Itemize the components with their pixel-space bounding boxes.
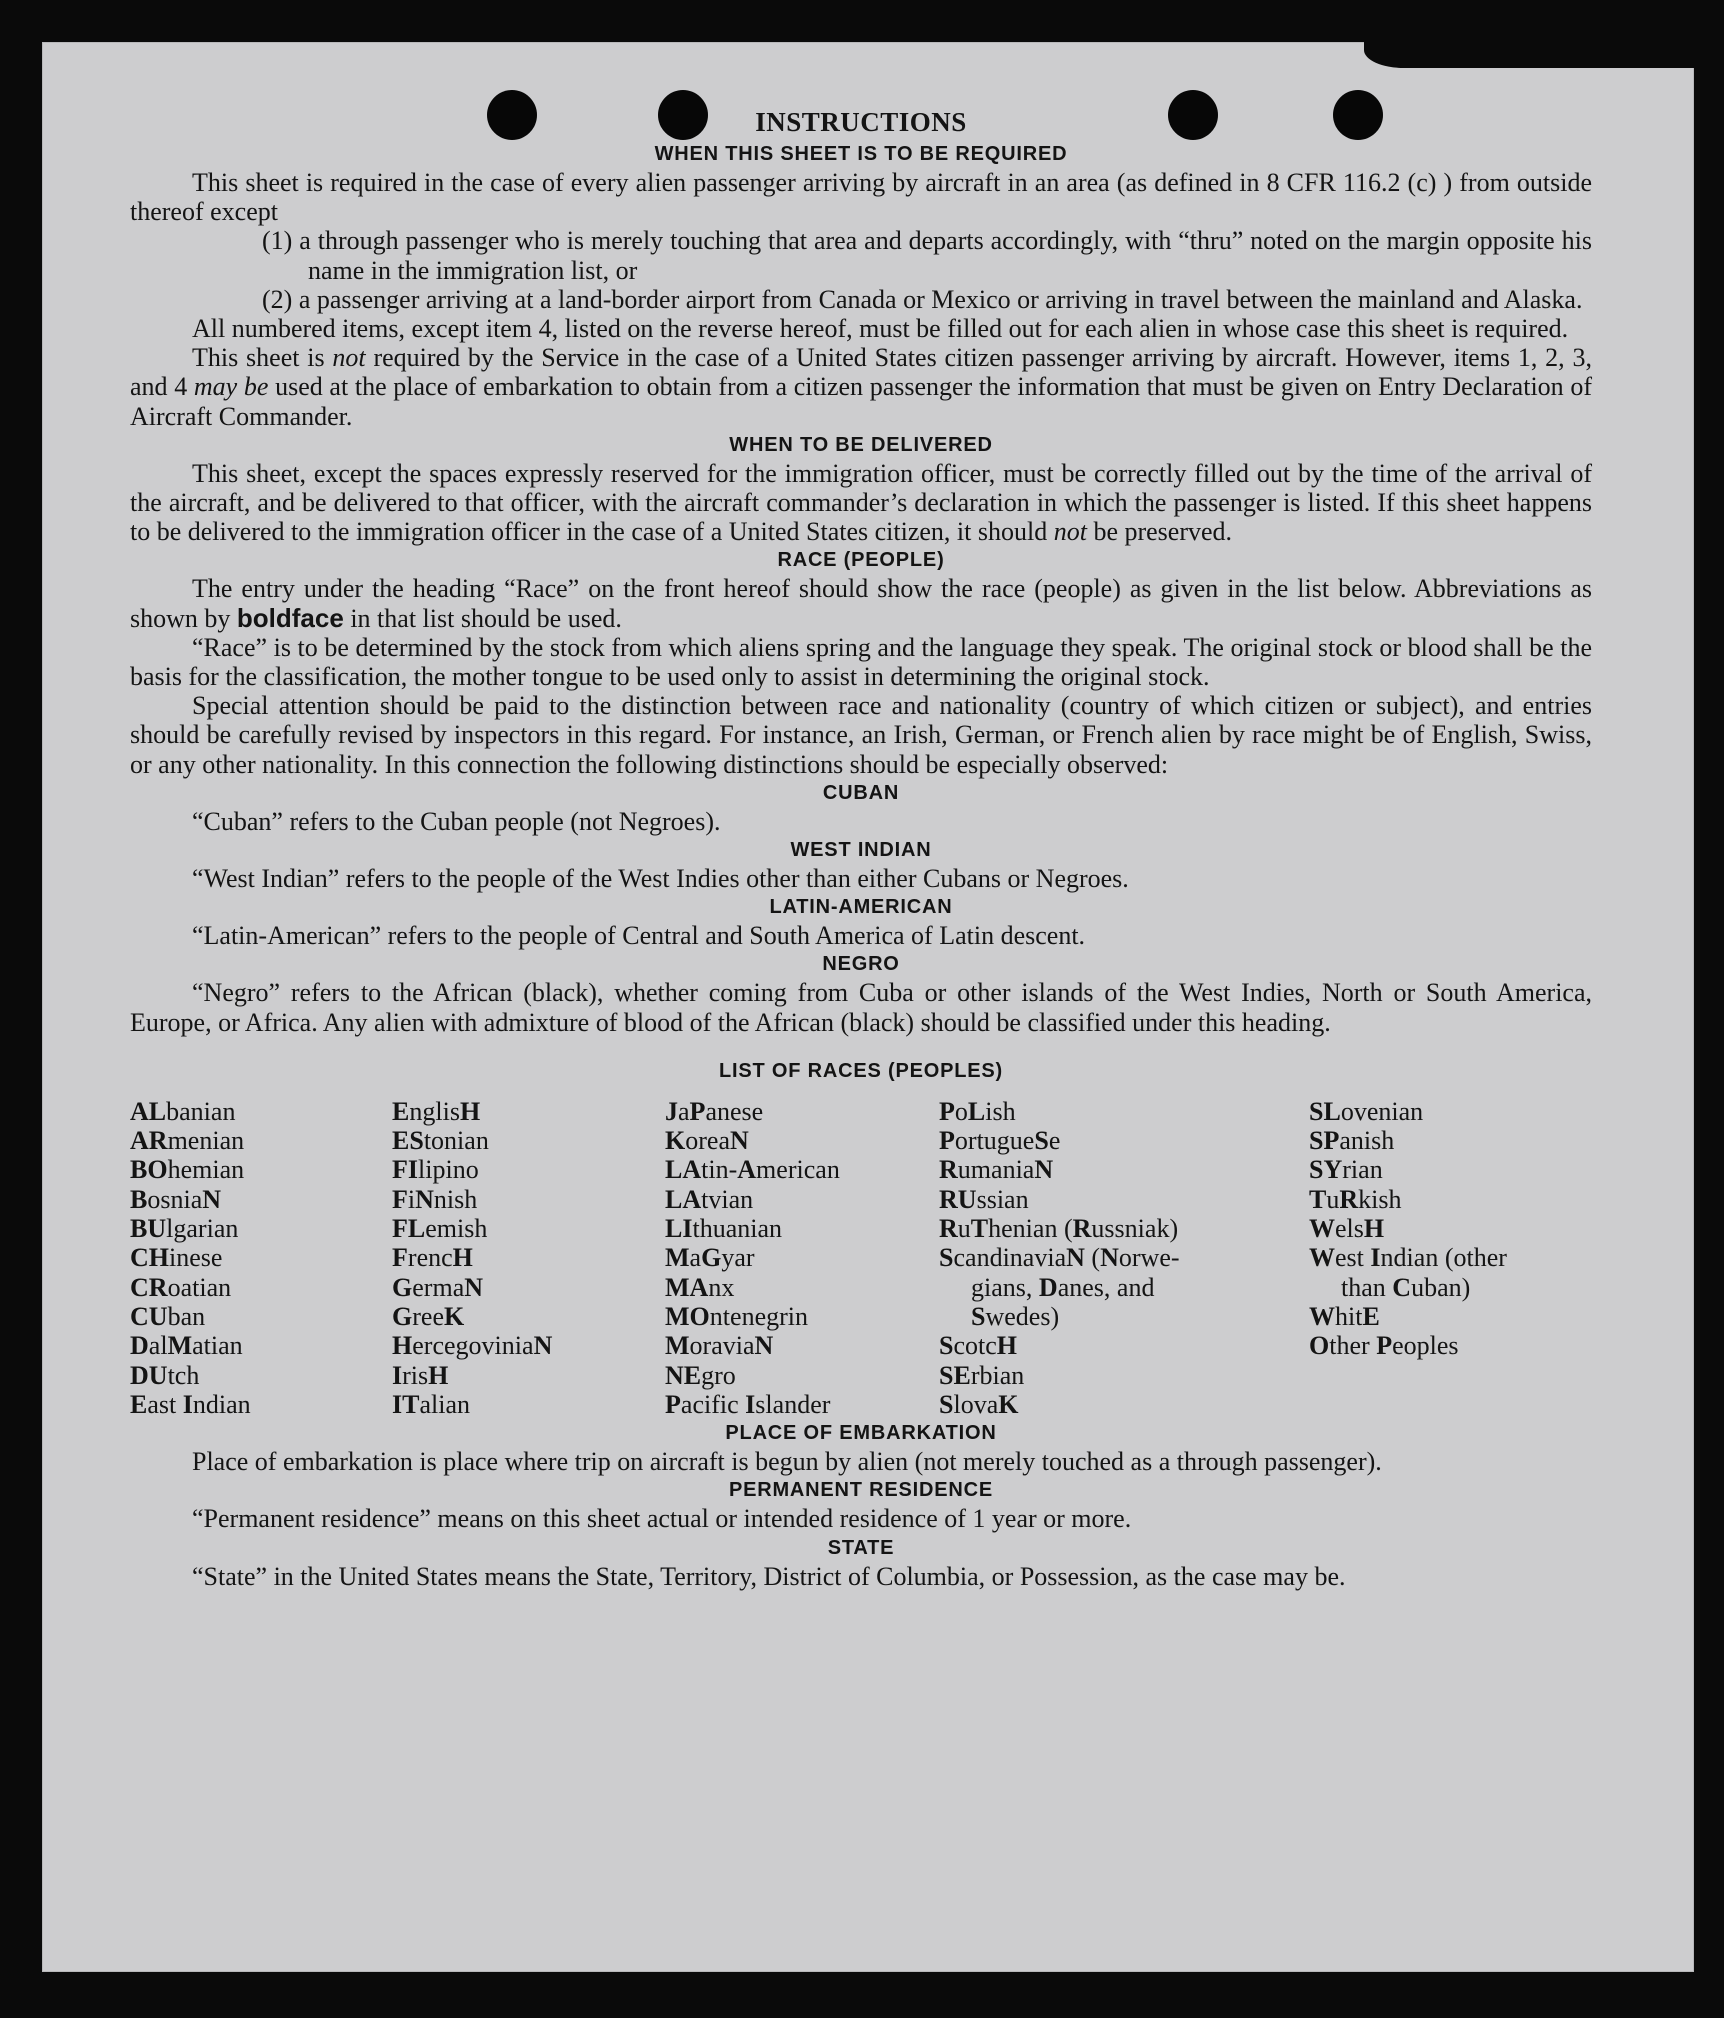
paragraph: “West Indian” refers to the people of the West Indies other than either Cubans or Negroes. <box>192 864 1129 894</box>
race-item: NEgro <box>665 1360 736 1390</box>
race-column <box>665 1097 939 1419</box>
race-item: ScandinaviaN (Norwe- <box>939 1243 1180 1273</box>
section-heading-cuban: CUBAN <box>822 781 900 804</box>
paragraph: The entry under the heading “Race” on the front hereof should show the race (people) as given in the list below. Abbreviations as shown by boldface in that list should be used. <box>130 574 1592 633</box>
paragraph: Place of embarkation is place where trip on aircraft is begun by alien (not merely touched as a through passenger). <box>192 1447 1382 1477</box>
race-item: RUssian <box>939 1184 1029 1214</box>
list-item: (1) a through passenger who is merely touching that area and departs accordingly, with “thru” noted on the margin opposite his name in the immigration list, or <box>262 226 1592 285</box>
race-item: LIthuanian <box>665 1214 783 1244</box>
race-item: TuRkish <box>1309 1184 1402 1214</box>
race-item: than Cuban) <box>1341 1272 1471 1302</box>
race-item: CUban <box>130 1301 206 1331</box>
paragraph: “Latin-American” refers to the people of Central and South America of Latin descent. <box>192 921 1086 951</box>
race-item: BOhemian <box>130 1155 245 1185</box>
race-list <box>130 1097 1592 1419</box>
race-item: ARmenian <box>130 1126 245 1156</box>
race-item: RuThenian (Russniak) <box>939 1214 1179 1244</box>
race-item: FIlipino <box>392 1155 479 1185</box>
paragraph: “Negro” refers to the African (black), whether coming from Cuba or other islands of the West Indies, North or South America, Europe, or Africa. Any alien with admixture of blood of the African (black) should be classified under this heading. <box>130 978 1592 1037</box>
race-item: WhitE <box>1309 1301 1380 1331</box>
race-item: LAtin-American <box>665 1155 840 1185</box>
paragraph: “State” in the United States means the State, Territory, District of Columbia, or Possession, as the case may be. <box>192 1561 1346 1591</box>
race-item: GermaN <box>392 1272 484 1302</box>
race-item: BUlgarian <box>130 1214 239 1244</box>
race-item: FrencH <box>392 1243 473 1273</box>
document-body <box>130 104 1592 1591</box>
list-item: (2) a passenger arriving at a land-border airport from Canada or Mexico or arriving in travel between the mainland and Alaska. <box>262 284 1583 314</box>
race-item: PoLish <box>939 1096 1016 1126</box>
section-heading-required: WHEN THIS SHEET IS TO BE REQUIRED <box>654 143 1068 165</box>
race-item: Other Peoples <box>1309 1331 1459 1361</box>
race-item: SLovenian <box>1309 1096 1424 1126</box>
race-column <box>392 1097 665 1419</box>
race-item: RumaniaN <box>939 1155 1054 1185</box>
document-sheet <box>42 42 1694 1972</box>
section-heading-latin-american: LATIN-AMERICAN <box>769 896 953 919</box>
section-heading-list-of-races: LIST OF RACES (PEOPLES) <box>719 1059 1003 1082</box>
race-item: Swedes) <box>971 1301 1060 1331</box>
section-heading-state: STATE <box>827 1536 895 1559</box>
paragraph: “Race” is to be determined by the stock from which aliens spring and the language they speak. The original stock or blood shall be the basis for the classification, the mother tongue to be used only to assist in determining the original stock. <box>130 632 1592 692</box>
race-item: HercegoviniaN <box>392 1331 553 1361</box>
section-heading-west-indian: WEST INDIAN <box>790 839 932 862</box>
race-item: WelsH <box>1309 1214 1385 1244</box>
paragraph: “Cuban” refers to the Cuban people (not Negroes). <box>192 806 721 836</box>
race-item: ITalian <box>392 1389 471 1419</box>
paragraph: All numbered items, except item 4, listed on the reverse hereof, must be filled out for each alien in whose case this sheet is required. <box>192 314 1569 344</box>
race-item: DalMatian <box>130 1331 243 1361</box>
race-item: IrisH <box>392 1360 449 1390</box>
race-item: CRoatian <box>130 1272 232 1302</box>
race-item: LAtvian <box>665 1184 754 1214</box>
race-item: BosniaN <box>130 1184 222 1214</box>
race-item: gians, Danes, and <box>971 1272 1155 1302</box>
race-item: EnglisH <box>392 1096 481 1126</box>
race-item: PortugueSe <box>939 1126 1061 1156</box>
torn-corner <box>1364 42 1694 68</box>
race-item: FiNnish <box>392 1184 478 1214</box>
race-item: East Indian <box>130 1389 251 1419</box>
race-item: CHinese <box>130 1243 223 1273</box>
race-item: DUtch <box>130 1360 200 1390</box>
race-column <box>1309 1097 1592 1419</box>
paragraph: “Permanent residence” means on this sheet actual or intended residence of 1 year or more. <box>192 1504 1132 1534</box>
paragraph: This sheet is required in the case of every alien passenger arriving by aircraft in an area (as defined in 8 CFR 116.2 (c) ) from outside thereof except <box>130 168 1592 227</box>
race-item: GreeK <box>392 1301 465 1331</box>
race-item: ALbanian <box>130 1096 236 1126</box>
race-item: ScotcH <box>939 1331 1018 1361</box>
race-item: MOntenegrin <box>665 1301 809 1331</box>
race-item: Pacific Islander <box>665 1389 831 1419</box>
paragraph: Special attention should be paid to the distinction between race and nationality (country of which citizen or subject), and entries should be carefully revised by inspectors in this regard. For instance, an Irish, German, or French alien by race might be of English, Swiss, or any other nationality. In this connection the following distinctions should be especially observed: <box>130 691 1592 779</box>
section-heading-delivered: WHEN TO BE DELIVERED <box>729 433 993 456</box>
race-item: JaPanese <box>665 1096 764 1126</box>
race-item: SErbian <box>939 1360 1025 1390</box>
race-column <box>130 1097 392 1419</box>
race-item: MaGyar <box>665 1243 755 1273</box>
race-item: MoraviaN <box>665 1331 774 1361</box>
race-column <box>939 1097 1309 1419</box>
section-heading-negro: NEGRO <box>822 953 900 976</box>
paragraph: This sheet, except the spaces expressly reserved for the immigration officer, must be correctly filled out by the time of the arrival of the aircraft, and be delivered to that officer, with the aircraft commander’s declaration in which the passenger is listed. If this sheet happens to be delivered to the immigration officer in the case of a United States citizen, it should not be preserved. <box>130 458 1592 547</box>
race-item: EStonian <box>392 1126 489 1156</box>
race-item: West Indian (other <box>1309 1243 1507 1273</box>
race-item: SlovaK <box>939 1389 1019 1419</box>
section-heading-race: RACE (PEOPLE) <box>777 549 945 572</box>
section-heading-embarkation: PLACE OF EMBARKATION <box>725 1422 997 1445</box>
paragraph: This sheet is not required by the Service in the case of a United States citizen passenger arriving by aircraft. However, items 1, 2, 3, and 4 may be used at the place of embarkation to obtain from a citizen passenger the information that must be given on Entry Declaration of Aircraft Commander. <box>130 343 1592 431</box>
page-title: INSTRUCTIONS <box>755 107 967 137</box>
race-item: SPanish <box>1309 1126 1395 1156</box>
race-item: KoreaN <box>665 1126 749 1156</box>
race-item: SYrian <box>1309 1155 1383 1185</box>
race-item: FLemish <box>392 1214 488 1244</box>
race-item: MAnx <box>665 1272 735 1302</box>
section-heading-residence: PERMANENT RESIDENCE <box>728 1479 994 1502</box>
